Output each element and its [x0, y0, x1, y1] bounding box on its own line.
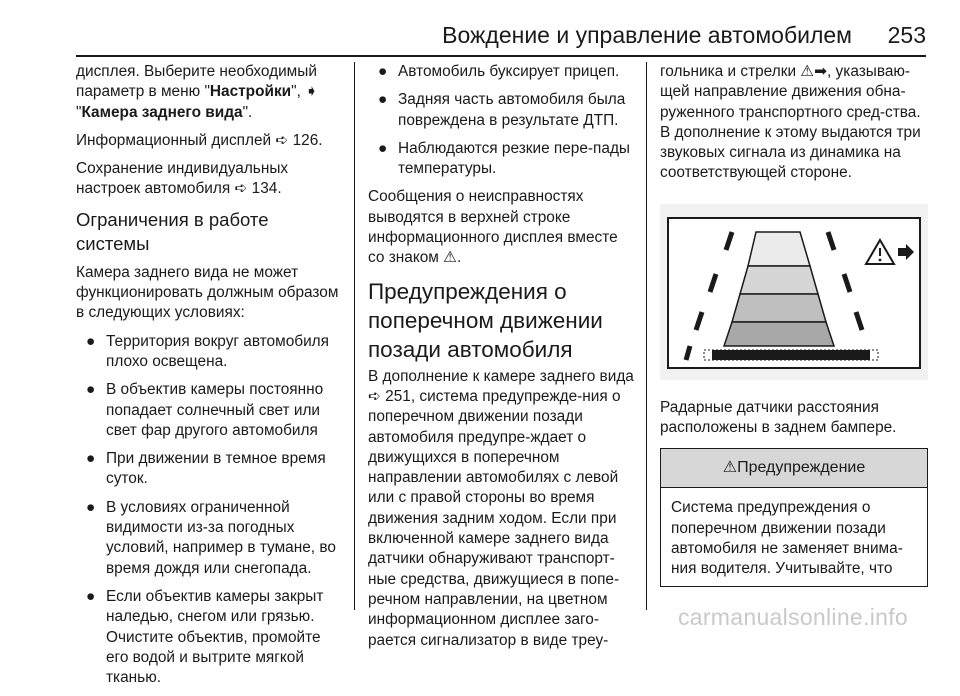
page-header	[0, 0, 960, 56]
paragraph-settings-path: дисплея. Выберите необходимый параметр в меню "Настройки", ➧ "Камера заднего вида".	[76, 63, 319, 121]
paragraph-info-display-ref: Информационный дисплей ➪ 126.	[76, 131, 323, 149]
warning-body: Система предупреждения о поперечном движении позади автомобиля не заменяет внима-ния водителя. Учитывайте, что	[671, 499, 903, 578]
list-item: ● Наблюдаются резкие пере-пады температуры.	[378, 139, 630, 178]
bullet-icon: ●	[86, 332, 96, 350]
menu-rear-camera: Камера заднего вида	[81, 103, 243, 121]
rear-camera-display-illustration	[660, 204, 928, 380]
column-1	[76, 62, 344, 696]
paragraph-limitations-intro: Камера заднего вида не может функционировать должным образом в следующих условиях:	[76, 263, 339, 322]
column-divider-2	[646, 62, 647, 610]
list-item: ● Если объектив камеры закрыт наледью, снегом или грязью. Очистите объектив, промойте его водой и вытрите мягкой тканью.	[86, 587, 324, 687]
bullet-icon: ●	[378, 91, 388, 109]
section-heading-limitations: Ограничения в работе системы	[76, 208, 269, 254]
header-rule	[76, 55, 926, 57]
paragraph-fault-messages: Сообщения о неисправностях выводятся в верхней строке информационного дисплея вместе со знаком ⚠.	[368, 188, 618, 267]
guide-zone-mid	[740, 266, 818, 294]
list-item: ● Территория вокруг автомобиля плохо освещена.	[86, 332, 329, 370]
bullet-icon: ●	[86, 381, 96, 399]
camera-view-graphic	[660, 204, 928, 380]
column-3	[660, 62, 926, 587]
bullet-icon: ●	[86, 450, 96, 468]
limitations-list-continued	[368, 62, 634, 179]
page-number: 253	[887, 22, 926, 48]
menu-settings: Настройки	[209, 83, 292, 101]
bullet-icon: ●	[378, 139, 388, 157]
paragraph-personal-settings-ref: Сохранение индивидуальных настроек автомобиля ➪ 134.	[76, 160, 289, 198]
chapter-title: Вождение и управление автомобилем	[442, 22, 852, 48]
guide-zone-far	[748, 232, 810, 266]
paragraph-indicator: гольника и стрелки ⚠➡, указываю-щей направление движения обна-руженного транспортного сред-ства. В дополнение к этому выдаются три звуковых сигнала из динамика на соответствующей стороне.	[660, 63, 921, 182]
list-item: ● При движении в темное время суток.	[86, 450, 326, 488]
list-item: ● В условиях ограниченной видимости из-за погодных условий, например в тумане, во время дождя или снегопада.	[86, 498, 336, 577]
bumper-bar	[712, 350, 870, 360]
column-divider-1	[354, 62, 355, 610]
paragraph-cross-traffic: В дополнение к камере заднего вида ➪ 251, система предупрежде-ния о поперечном движении позади автомобиля предупре-ждает о движущихся в поперечном направлении автомобилях с левой или с правой стороны во время движения задним ходом. Если при включенной камере заднего вида датчики обнаруживают транспорт-ные средства, движущиеся в попе-речном направлении, на цветном информационном дисплее заго-рается сигнализатор в виде треу-	[368, 367, 634, 649]
list-item: ● Автомобиль буксирует прицеп.	[368, 62, 634, 82]
watermark: carmanualsonline.info	[677, 604, 908, 630]
limitations-list	[76, 332, 344, 689]
bullet-icon: ●	[86, 587, 96, 605]
bullet-icon: ●	[86, 498, 96, 516]
list-item: ● В объектив камеры постоянно попадает солнечный свет или свет фар другого автомобиля	[86, 381, 324, 439]
paragraph-radar-sensors: Радарные датчики расстояния расположены в заднем бампере.	[660, 398, 897, 437]
bullet-icon: ●	[378, 63, 388, 80]
guide-zone-near	[732, 294, 826, 322]
section-heading-cross-traffic: Предупреждения о поперечном движении позади автомобиля	[368, 278, 603, 362]
guide-zone-closest	[724, 322, 834, 346]
warning-box	[660, 448, 928, 586]
list-item: ● Задняя часть автомобиля была повреждена в результате ДТП.	[378, 91, 626, 129]
warning-title: ⚠Предупреждение	[661, 449, 927, 488]
column-2	[368, 62, 634, 659]
